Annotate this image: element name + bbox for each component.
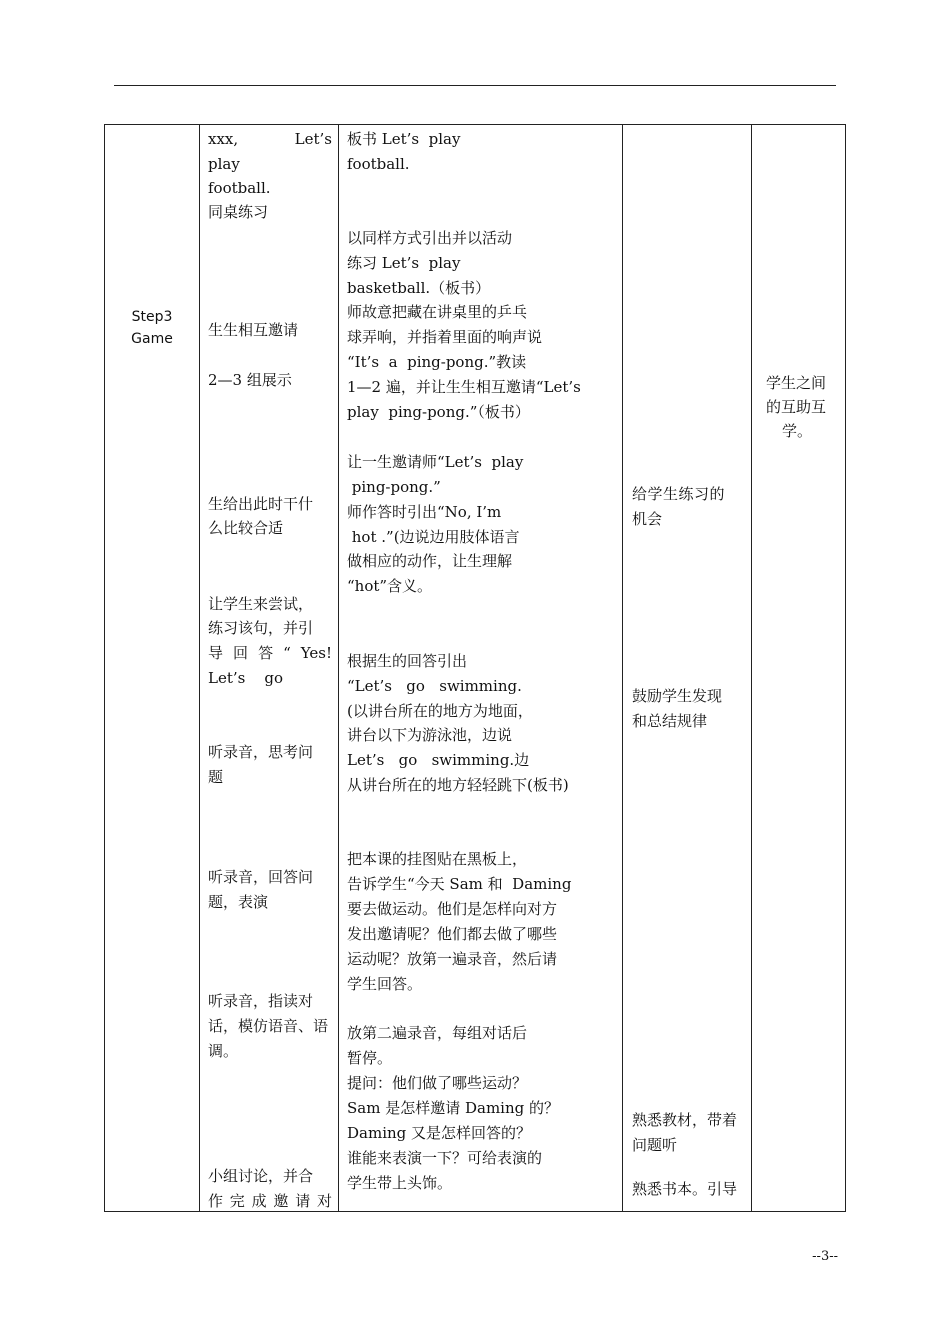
teacher-activity-line: 发出邀请呢？他们都去做了哪些 xyxy=(347,925,558,943)
teacher-activity-line: 师故意把藏在讲桌里的乒乓 xyxy=(347,303,528,321)
note-line: 的互助互 xyxy=(766,398,827,416)
teacher-activity-line: Daming 又是怎样回答的？ xyxy=(347,1124,532,1142)
student-activity-line: 让学生来尝试， xyxy=(208,595,314,613)
header-rule xyxy=(114,85,836,86)
student-activity-line: play xyxy=(208,155,240,173)
student-activity-line: 作 完 成 邀 请 对 xyxy=(208,1192,332,1210)
teacher-activity-line: 球弄响，并指着里面的响声说 xyxy=(347,328,543,346)
design-intent-line: 鼓励学生发现 xyxy=(632,687,723,705)
teacher-activity-line: 运动呢？放第一遍录音，然后请 xyxy=(347,950,558,968)
teacher-activity-line: hot .”(边说边用肢体语言 xyxy=(347,528,520,546)
student-activity-line: xxx, Let’s xyxy=(208,130,332,148)
teacher-activity-line: “hot”含义。 xyxy=(347,577,433,595)
student-activity-line: football. xyxy=(208,179,271,197)
student-activity-line: 听录音，思考问 xyxy=(208,743,314,761)
student-activity-line: 同桌练习 xyxy=(208,203,269,221)
teacher-activity-line: 谁能来表演一下？可给表演的 xyxy=(347,1149,543,1167)
teacher-activity-line: Sam 是怎样邀请 Daming 的？ xyxy=(347,1099,560,1117)
student-activity-line: 练习该句，并引 xyxy=(208,619,314,637)
student-activity-line: 题，表演 xyxy=(208,893,269,911)
note-line: 学。 xyxy=(782,422,813,440)
design-intent-line: 熟悉教材，带着 xyxy=(632,1111,738,1129)
design-intent-line: 熟悉书本。引导 xyxy=(632,1180,738,1198)
teacher-activity-line: 板书 Let’s play xyxy=(347,130,461,148)
student-activity-line: 听录音，指读对 xyxy=(208,992,314,1010)
student-activity-line: 导 回 答 “ Yes! xyxy=(208,644,332,662)
teacher-activity-line: basketball.（板书） xyxy=(347,279,491,297)
student-activity-line: 听录音，回答问 xyxy=(208,868,314,886)
column-divider xyxy=(751,125,752,1211)
teacher-activity-line: 让一生邀请师“Let’s play xyxy=(347,453,524,471)
teacher-activity-line: 学生回答。 xyxy=(347,975,423,993)
teacher-activity-line: play ping-pong.”（板书） xyxy=(347,403,530,421)
teacher-activity-line: Let’s go swimming.边 xyxy=(347,751,530,769)
teacher-activity-line: 师作答时引出“No, I’m xyxy=(347,503,502,521)
teacher-activity-line: 从讲台所在的地方轻轻跳下(板书) xyxy=(347,776,569,794)
teacher-activity-line: 1—2 遍，并让生生相互邀请“Let’s xyxy=(347,378,581,396)
design-intent-line: 给学生练习的 xyxy=(632,485,726,503)
design-intent-line: 机会 xyxy=(632,510,663,528)
student-activity-line: 生生相互邀请 xyxy=(208,321,299,339)
teacher-activity-line: 放第二遍录音，每组对话后 xyxy=(347,1024,528,1042)
teacher-activity-line: 做相应的动作，让生理解 xyxy=(347,552,513,570)
lesson-plan-table xyxy=(104,124,846,1212)
student-activity-line: Let’s go xyxy=(208,669,284,687)
column-divider xyxy=(338,125,339,1211)
student-activity-line: 调。 xyxy=(208,1042,239,1060)
teacher-activity-line: 讲台以下为游泳池，边说 xyxy=(347,726,513,744)
design-intent-line: 问题听 xyxy=(632,1136,678,1154)
student-activity-line: 么比较合适 xyxy=(208,519,284,537)
teacher-activity-line: 以同样方式引出并以活动 xyxy=(347,229,513,247)
student-activity-line: 题 xyxy=(208,768,224,786)
student-activity-line: 2—3 组展示 xyxy=(208,371,292,389)
teacher-activity-line: football. xyxy=(347,155,410,173)
teacher-activity-line: ping-pong.” xyxy=(347,478,441,496)
teacher-activity-line: 暂停。 xyxy=(347,1049,393,1067)
teacher-activity-line: 学生带上头饰。 xyxy=(347,1174,453,1192)
step-subtitle: Game xyxy=(131,331,173,347)
teacher-activity-line: 把本课的挂图贴在黑板上， xyxy=(347,850,528,868)
teacher-activity-line: 告诉学生“今天 Sam 和 Daming xyxy=(347,875,572,893)
teacher-activity-line: 练习 Let’s play xyxy=(347,254,461,272)
teacher-activity-line: 要去做运动。他们是怎样向对方 xyxy=(347,900,558,918)
column-divider xyxy=(199,125,200,1211)
teacher-activity-line: 根据生的回答引出 xyxy=(347,652,468,670)
teacher-activity-line: “Let’s go swimming. xyxy=(347,677,522,695)
student-activity-line: 话，模仿语音、语 xyxy=(208,1017,329,1035)
student-activity-line: 生给出此时干什 xyxy=(208,495,314,513)
student-activity-line: 小组讨论，并合 xyxy=(208,1167,314,1185)
page-number: --3-- xyxy=(812,1249,838,1264)
teacher-activity-line: (以讲台所在的地方为地面， xyxy=(347,702,533,720)
note-line: 学生之间 xyxy=(766,374,827,392)
step-title: Step3 xyxy=(131,309,173,325)
teacher-activity-line: 提问：他们做了哪些运动？ xyxy=(347,1074,528,1092)
teacher-activity-line: “It’s a ping-pong.”教读 xyxy=(347,353,527,371)
design-intent-line: 和总结规律 xyxy=(632,712,708,730)
column-divider xyxy=(622,125,623,1211)
